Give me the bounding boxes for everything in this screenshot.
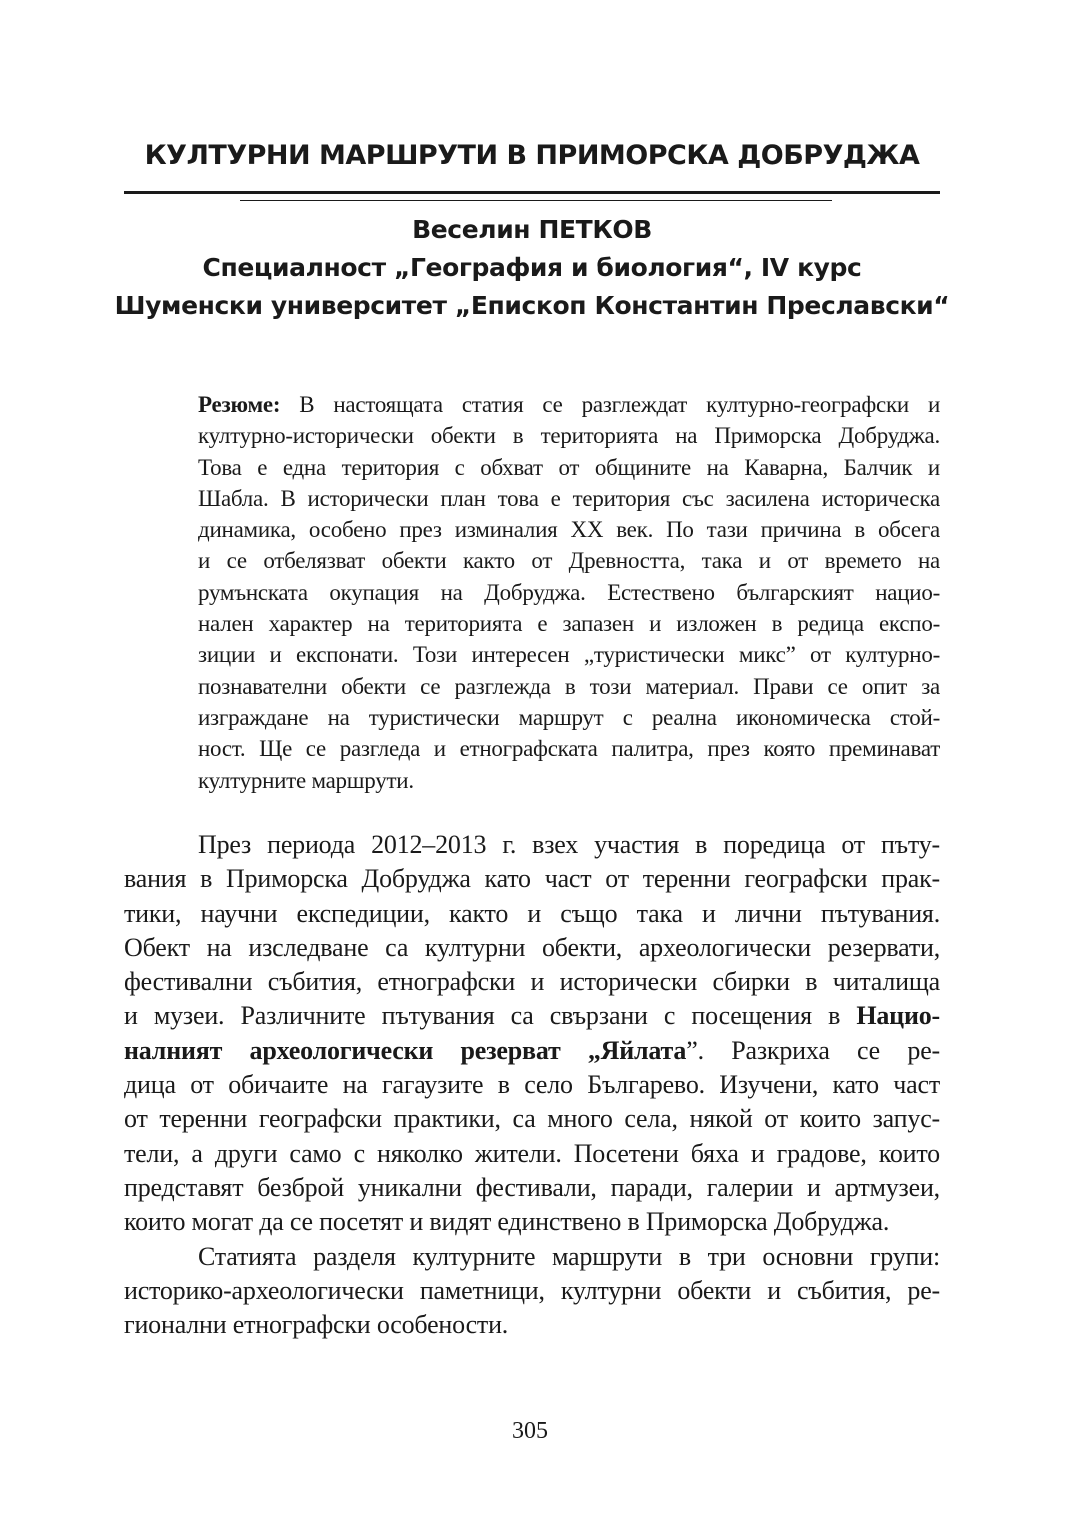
abstract-line: културните маршрути. xyxy=(198,767,414,793)
reserve-name-part2: налният археологически резерват „Яйлата xyxy=(124,1035,687,1065)
body-line: вания в Приморска Добруджа като част от теренни географски прак- xyxy=(124,864,940,894)
title-rule-thick xyxy=(124,191,940,194)
abstract-line: познавателни обекти се разглежда в този материал. Прави се опит за xyxy=(198,673,940,699)
abstract-line: Това е една територия с обхват от общините на Каварна, Балчик и xyxy=(198,454,940,480)
reserve-name-part1: Нацио- xyxy=(856,1001,940,1031)
abstract-line: културно-исторически обекти в територията на Приморска Добруджа. xyxy=(198,423,940,449)
body-line: представят безброй уникални фестивали, паради, галерии и артмузеи, xyxy=(124,1172,940,1202)
body-line: от теренни географски практики, са много села, някой от които запус- xyxy=(124,1104,940,1134)
abstract-line: румънската окупация на Добруджа. Естествено българският нацио- xyxy=(198,579,940,605)
abstract-line: ност. Ще се разгледа и етнографската палитра, през която преминават xyxy=(198,736,940,762)
body-line: тели, а други само с няколко жители. Посетени бяха и градове, които xyxy=(124,1138,940,1168)
body-text xyxy=(124,828,940,1342)
title-rule-thin xyxy=(240,200,832,201)
author-name: Веселин ПЕТКОВ xyxy=(412,215,652,244)
abstract xyxy=(198,389,940,796)
body-line: Статията разделя културните маршрути в три основни групи: xyxy=(198,1241,940,1271)
abstract-label: Резюме: xyxy=(198,392,281,417)
page-number: 305 xyxy=(512,1418,548,1444)
body-line: гионални етнографски особености. xyxy=(124,1310,509,1340)
abstract-line: динамика, особено през изминалия ХХ век. По тази причина в обсега xyxy=(198,517,940,543)
body-line: налният археологически резерват „Яйлата”. Разкриха се ре- xyxy=(124,1035,940,1065)
body-line: и музеи. Различните пътувания са свързани с посещения в Нацио- xyxy=(124,1001,940,1031)
abstract-line: зиции и експонати. Този интересен „туристически микс” от културно- xyxy=(198,642,940,668)
abstract-line: Шабла. В исторически план това е територия със засилена историческа xyxy=(198,485,940,511)
body-line: които могат да се посетят и видят единствено в Приморска Добруджа. xyxy=(124,1207,890,1237)
abstract-line: Резюме: В настоящата статия се разглеждат културно-географски и xyxy=(198,392,940,417)
body-line: дица от обичаите на гагаузите в село Българево. Изучени, като част xyxy=(124,1070,940,1100)
abstract-line: изграждане на туристически маршрут с реална икономическа стой- xyxy=(198,704,940,730)
abstract-line: и се отбелязват обекти както от Древността, така и от времето на xyxy=(198,548,940,574)
body-line: историко-археологически паметници, културни обекти и събития, ре- xyxy=(124,1275,940,1305)
body-line: Обект на изследване са културни обекти, археологически резервати, xyxy=(124,932,940,962)
author-university: Шуменски университет „Епископ Константин Преславски“ xyxy=(114,291,950,320)
abstract-line: нален характер на територията е запазен и изложен в редица експо- xyxy=(198,611,940,637)
body-line: фестивални събития, етнографски и исторически сбирки в читалища xyxy=(124,967,940,997)
author-specialty: Специалност „География и биология“, IV курс xyxy=(202,253,862,282)
body-line: тики, научни експедиции, както и също така и лични пътувания. xyxy=(124,898,940,928)
author-block xyxy=(100,211,964,325)
article-title: КУЛТУРНИ МАРШРУТИ В ПРИМОРСКА ДОБРУДЖА xyxy=(144,140,920,171)
body-line: През периода 2012–2013 г. взех участия в поредица от пъту- xyxy=(198,830,940,859)
